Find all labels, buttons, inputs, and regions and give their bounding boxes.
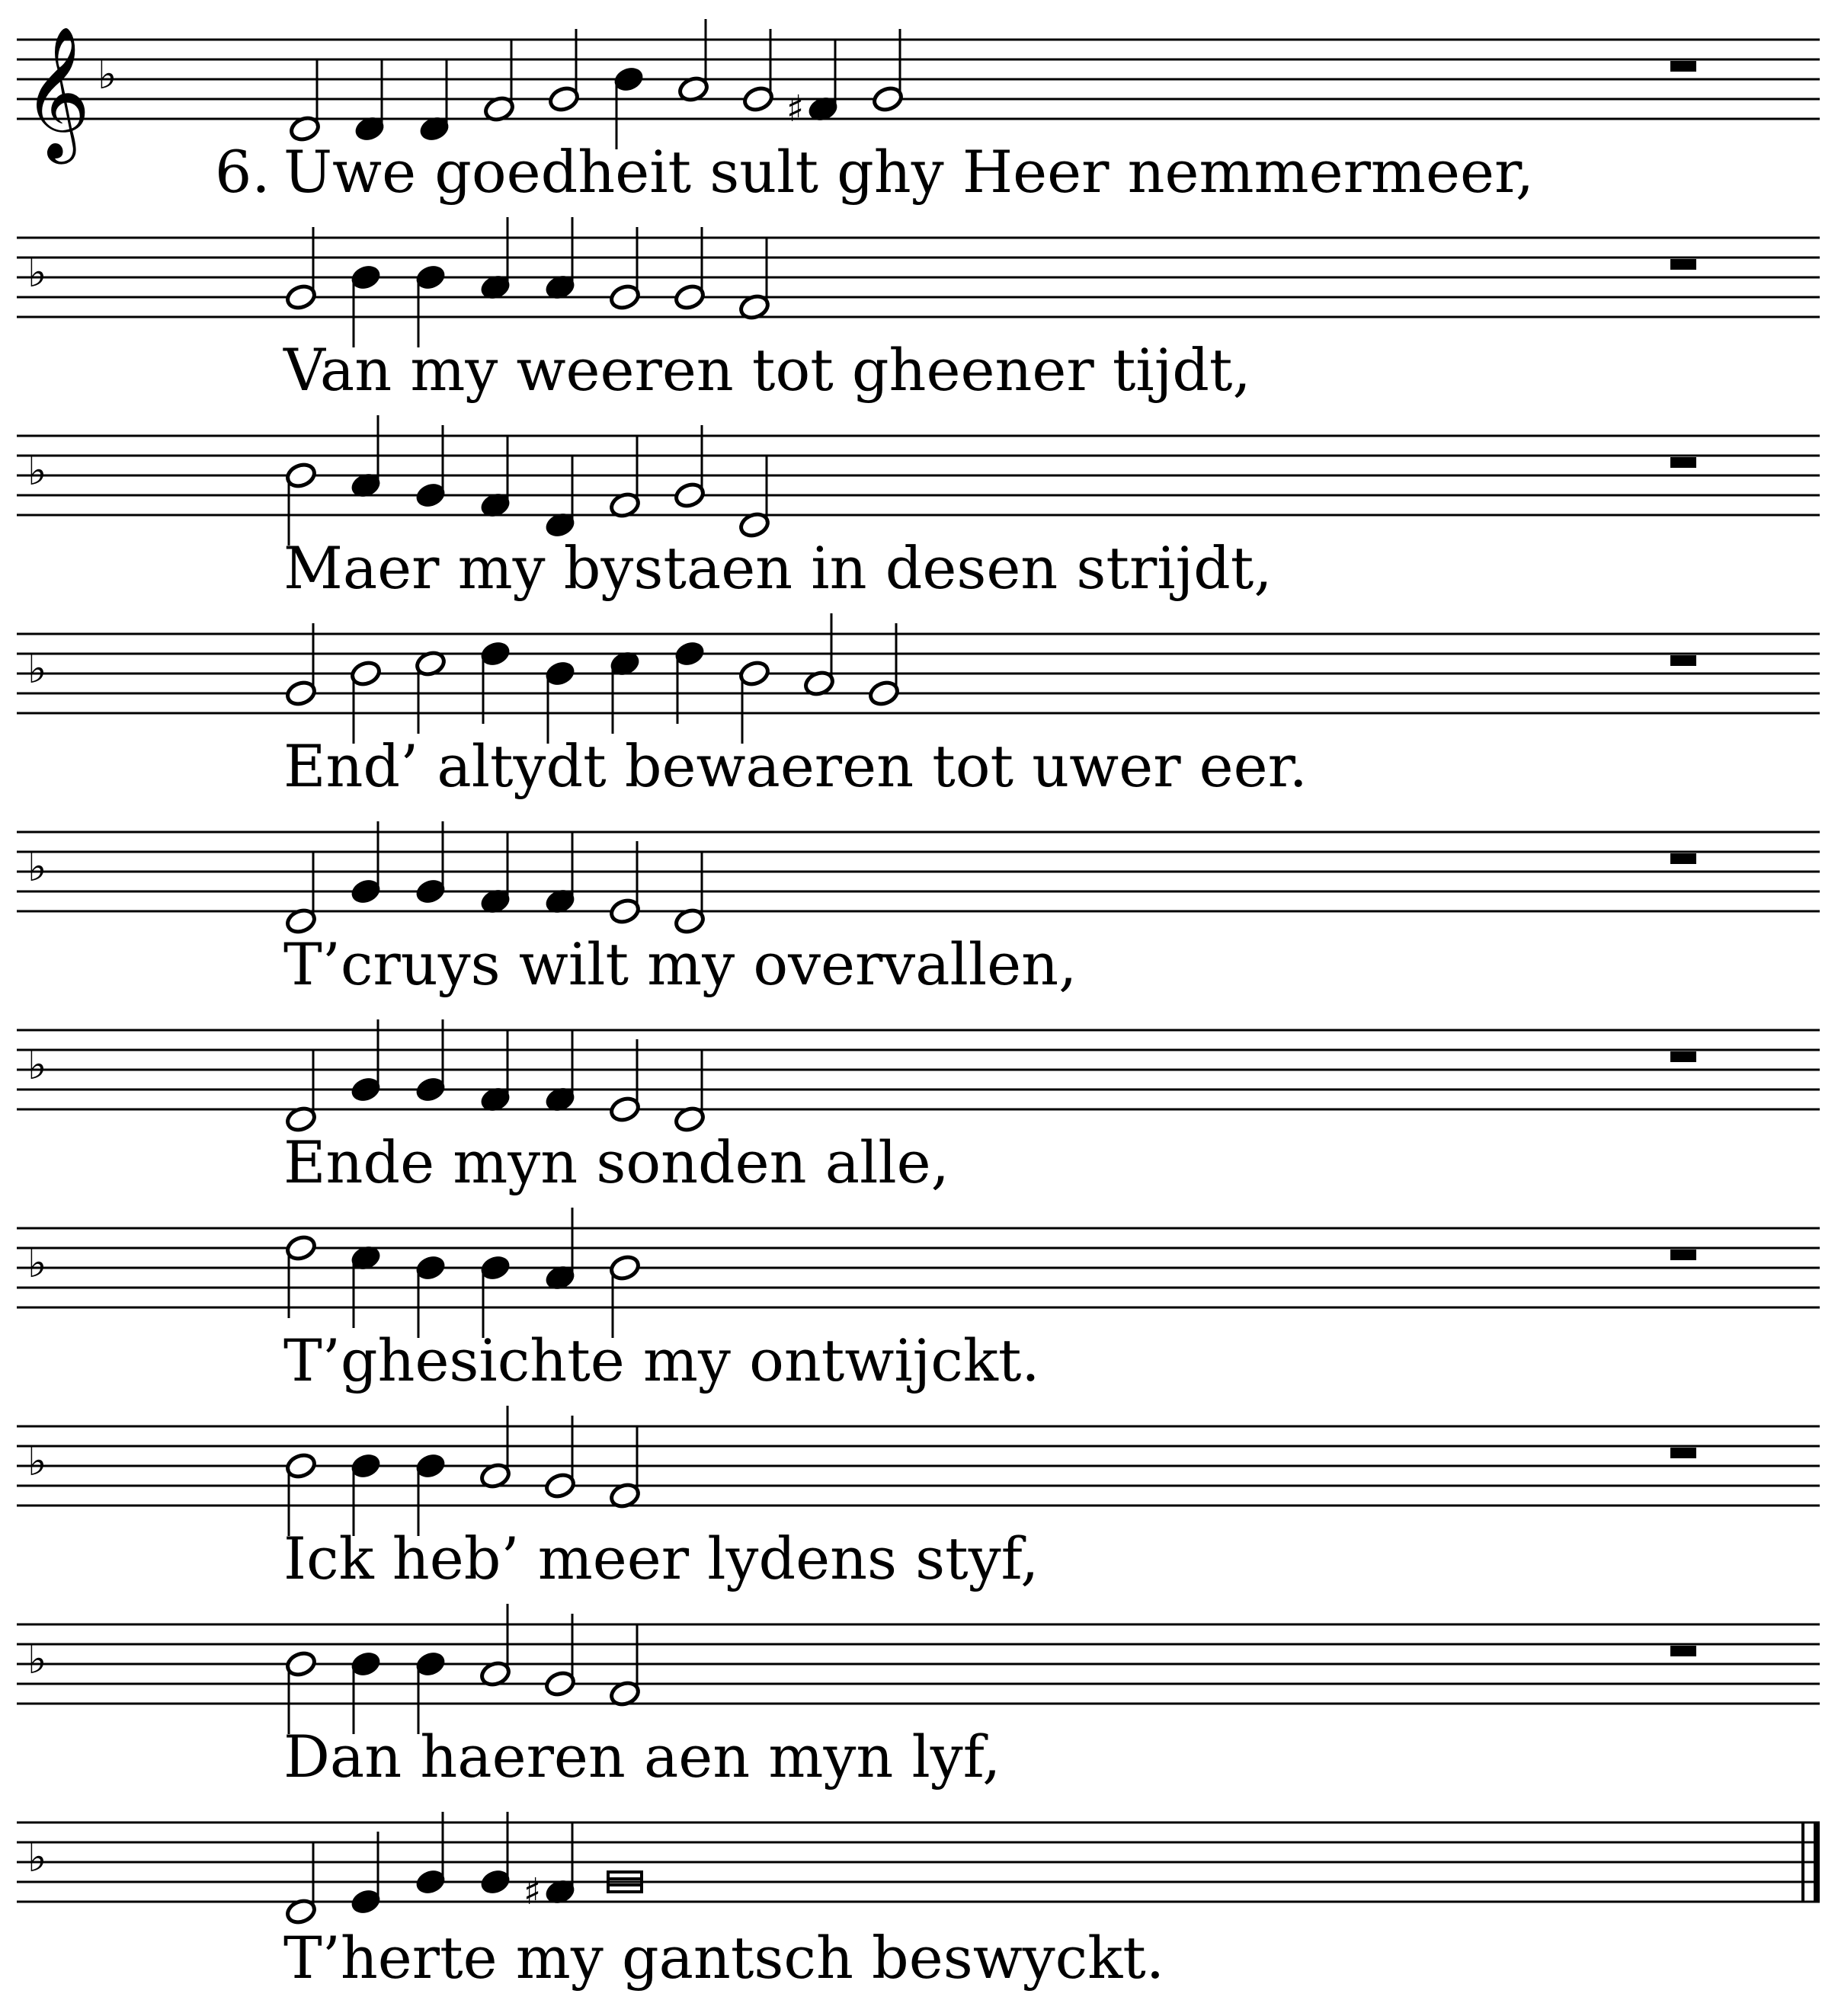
note: [543, 1614, 576, 1698]
note: [414, 425, 447, 510]
note: [543, 1029, 576, 1114]
note: [547, 29, 580, 114]
note: [673, 227, 706, 312]
note: [543, 659, 576, 744]
note: [479, 1253, 511, 1338]
note: [673, 1049, 706, 1134]
flat-key-signature-icon: ♭: [27, 1635, 47, 1683]
note: [414, 263, 447, 347]
note: [479, 1029, 511, 1114]
note: [414, 649, 447, 734]
note: [284, 1650, 317, 1734]
note: [288, 59, 321, 143]
note: [349, 415, 382, 500]
note: [482, 39, 515, 123]
note: [677, 19, 709, 104]
note: [738, 237, 770, 322]
staff-system: [17, 821, 1820, 998]
lyric-line: Dan haeren aen myn lyf,: [283, 1723, 1001, 1790]
staff-system: [17, 1208, 1820, 1394]
note: [349, 659, 382, 744]
note: [608, 1253, 641, 1338]
note: [738, 455, 770, 539]
note: [284, 1234, 317, 1318]
note: [479, 435, 511, 520]
lyric-line: T’cruys wilt my overvallen,: [283, 930, 1078, 998]
note: [612, 65, 645, 149]
sharp-icon: ♯: [786, 88, 805, 130]
note: [349, 1019, 382, 1104]
note: [479, 831, 511, 916]
staff-system: [17, 1604, 1820, 1790]
sharp-icon: ♯: [524, 1870, 542, 1913]
note: [741, 29, 774, 114]
note: [479, 1812, 511, 1896]
staff-system: [17, 1019, 1820, 1196]
note: [284, 851, 317, 936]
half-rest-icon: [1670, 1448, 1696, 1458]
note: [543, 831, 576, 916]
note: [284, 623, 317, 708]
verse-number: 6.: [215, 138, 271, 206]
treble-clef-icon: 𝄞: [23, 26, 91, 158]
note: [867, 623, 900, 708]
note: [802, 613, 835, 698]
note: [414, 1019, 447, 1104]
note: [284, 1842, 317, 1926]
note: [284, 1049, 317, 1134]
staff-system: [17, 19, 1820, 206]
half-rest-icon: [1670, 61, 1696, 72]
note: [871, 29, 904, 114]
note: [673, 639, 706, 724]
staff-system: [17, 1406, 1820, 1592]
note: [479, 1406, 511, 1490]
staff-system: [17, 613, 1820, 800]
note: [479, 639, 511, 724]
half-rest-icon: [1670, 1250, 1696, 1260]
flat-key-signature-icon: ♭: [27, 1239, 47, 1287]
note: [543, 1208, 576, 1292]
staff-system: [17, 217, 1820, 404]
note: [608, 435, 641, 520]
note: [608, 649, 641, 734]
lyric-line: T’herte my gantsch beswyckt.: [283, 1924, 1164, 1992]
note: [608, 227, 641, 312]
lyric-line: T’ghesichte my ontwijckt.: [283, 1326, 1040, 1394]
flat-key-signature-icon: ♭: [98, 50, 117, 98]
half-rest-icon: [1670, 457, 1696, 468]
flat-key-signature-icon: ♭: [27, 1833, 47, 1881]
note: [479, 1604, 511, 1688]
note: [284, 461, 317, 546]
lyric-line: Ende myn sonden alle,: [283, 1128, 949, 1196]
note: [543, 455, 576, 539]
flat-key-signature-icon: ♭: [27, 446, 47, 494]
note: [349, 821, 382, 906]
note: [608, 1039, 641, 1124]
note: [543, 217, 576, 302]
note: [349, 1650, 382, 1734]
lyric-line: Uwe goedheit sult ghy Heer nemmermeer,: [283, 138, 1535, 206]
note: [524, 1822, 577, 1913]
half-rest-icon: [1670, 259, 1696, 270]
note: [608, 841, 641, 926]
note: [418, 59, 450, 143]
lyric-line: End’ altydt bewaeren tot uwer eer.: [283, 732, 1308, 800]
note: [414, 1451, 447, 1536]
half-rest-icon: [1670, 1051, 1696, 1062]
note: [414, 821, 447, 906]
note: [349, 263, 382, 347]
note: [673, 425, 706, 510]
note: [349, 1243, 382, 1328]
flat-key-signature-icon: ♭: [27, 645, 47, 693]
note: [284, 1451, 317, 1536]
note: [738, 659, 770, 744]
note: [414, 1812, 447, 1896]
flat-key-signature-icon: ♭: [27, 1437, 47, 1485]
note: [608, 1624, 641, 1708]
note: [414, 1253, 447, 1338]
staff-system: [17, 1812, 1820, 1992]
flat-key-signature-icon: ♭: [27, 1041, 47, 1089]
note: [786, 39, 840, 130]
note: [414, 1650, 447, 1734]
flat-key-signature-icon: ♭: [27, 843, 47, 891]
lyric-line: Van my weeren tot gheener tijdt,: [283, 336, 1251, 404]
note: [673, 851, 706, 936]
note: [349, 1451, 382, 1536]
staff-system: [17, 415, 1820, 602]
lyric-line: Ick heb’ meer lydens styf,: [283, 1525, 1039, 1592]
flat-key-signature-icon: ♭: [27, 248, 47, 296]
note: [284, 227, 317, 312]
lyric-line: Maer my bystaen in desen strijdt,: [283, 534, 1273, 602]
note: [353, 59, 386, 143]
half-rest-icon: [1670, 853, 1696, 864]
half-rest-icon: [1670, 655, 1696, 666]
half-rest-icon: [1670, 1646, 1696, 1656]
note: [608, 1426, 641, 1510]
note: [543, 1416, 576, 1500]
note: [479, 217, 511, 302]
note: [349, 1832, 382, 1916]
